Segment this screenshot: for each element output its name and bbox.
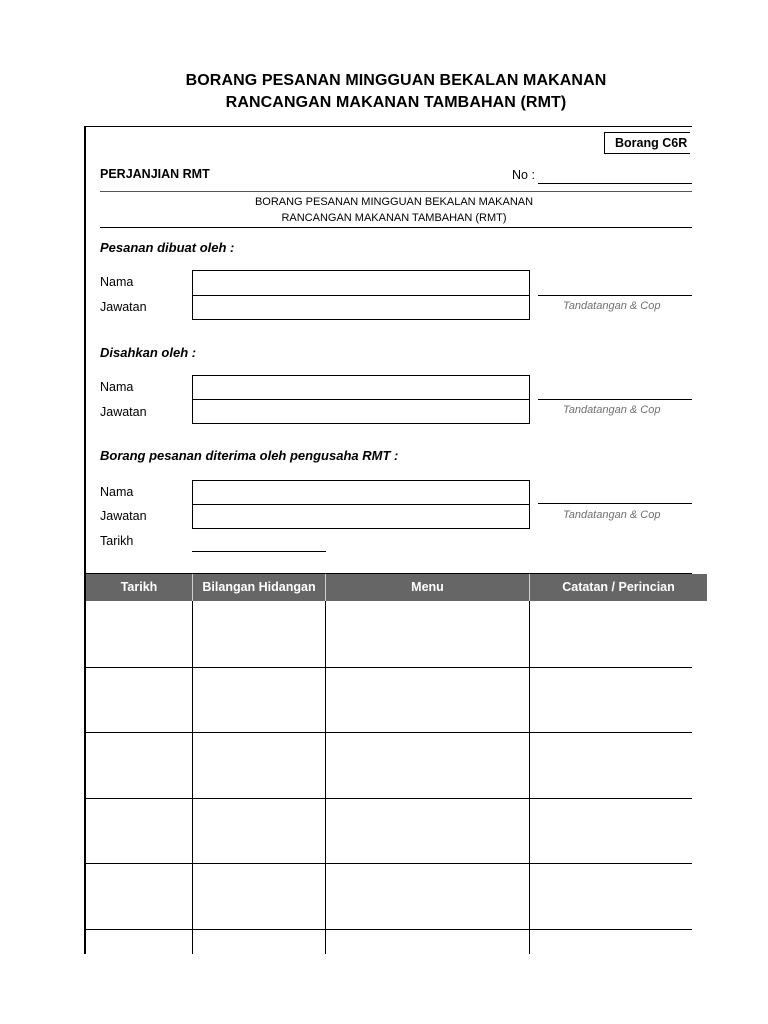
position-label: Jawatan: [100, 300, 147, 314]
form-subtitle-line2: RANCANGAN MAKANAN TAMBAHAN (RMT): [281, 212, 507, 224]
signature-label: Tandatangan & Cop: [563, 404, 661, 416]
number-field[interactable]: [538, 183, 692, 184]
position-label: Jawatan: [100, 405, 147, 419]
document-title-line1: BORANG PESANAN MINGGUAN BEKALAN MAKANAN: [185, 72, 607, 89]
order-by-signature-line[interactable]: [538, 295, 692, 296]
name-label: Nama: [100, 485, 134, 499]
name-label: Nama: [100, 275, 134, 289]
approved-by-name-field[interactable]: [192, 375, 530, 400]
form-code-badge: Borang C6R: [604, 132, 690, 154]
received-by-position-field[interactable]: [192, 504, 530, 529]
form-border-left: [84, 126, 86, 954]
number-label: No :: [512, 168, 535, 182]
received-by-name-field[interactable]: [192, 480, 530, 505]
column-header-menu: Menu: [411, 580, 444, 594]
table-row-border: [86, 732, 692, 733]
signature-label: Tandatangan & Cop: [563, 300, 661, 312]
position-label: Jawatan: [100, 509, 147, 523]
table-column-divider: [325, 601, 326, 954]
table-column-divider: [529, 601, 530, 954]
document-title-line2: RANCANGAN MAKANAN TAMBAHAN (RMT): [225, 94, 567, 111]
header-divider: [192, 574, 193, 601]
agreement-label: PERJANJIAN RMT: [100, 167, 210, 181]
table-row-border: [86, 929, 692, 930]
section-heading-approved-by: Disahkan oleh :: [100, 345, 197, 360]
column-header-servings: Bilangan Hidangan: [202, 580, 316, 594]
form-border-top: [84, 126, 692, 127]
approved-by-signature-line[interactable]: [538, 399, 692, 400]
section-heading-order-by: Pesanan dibuat oleh :: [100, 240, 235, 255]
divider: [100, 227, 692, 228]
received-by-signature-line[interactable]: [538, 503, 692, 504]
table-column-divider: [192, 601, 193, 954]
table-row-border: [86, 863, 692, 864]
table-row-border: [86, 667, 692, 668]
column-header-notes: Catatan / Perincian: [562, 580, 675, 594]
approved-by-position-field[interactable]: [192, 399, 530, 424]
header-divider: [325, 574, 326, 601]
signature-label: Tandatangan & Cop: [563, 509, 661, 521]
header-divider: [529, 574, 530, 601]
table-row-border: [86, 798, 692, 799]
section-heading-received-by: Borang pesanan diterima oleh pengusaha RMT :: [100, 448, 399, 463]
name-label: Nama: [100, 380, 134, 394]
divider: [100, 191, 692, 192]
date-label: Tarikh: [100, 534, 134, 548]
form-subtitle-line1: BORANG PESANAN MINGGUAN BEKALAN MAKANAN: [254, 196, 534, 208]
column-header-date: Tarikh: [120, 580, 158, 594]
order-by-name-field[interactable]: [192, 270, 530, 296]
received-date-field[interactable]: [192, 551, 326, 552]
order-by-position-field[interactable]: [192, 295, 530, 320]
